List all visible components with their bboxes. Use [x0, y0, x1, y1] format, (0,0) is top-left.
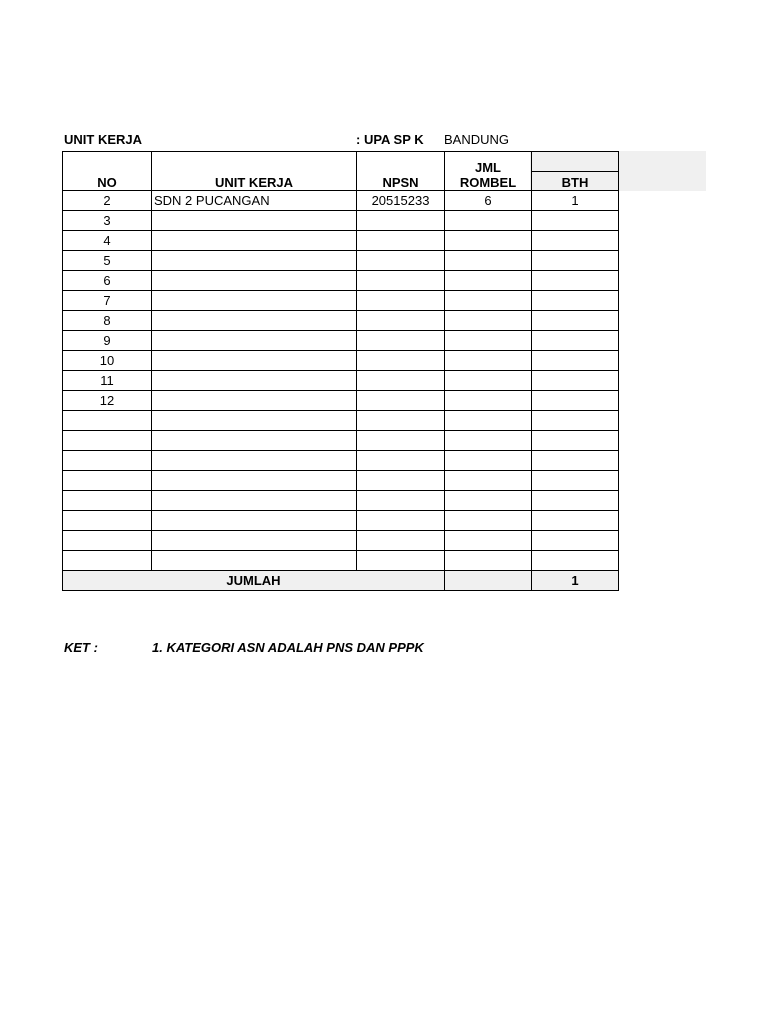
cell-jml-rombel [445, 511, 532, 531]
cell-npsn [357, 531, 445, 551]
cell-bth [532, 471, 619, 491]
data-table [62, 151, 619, 591]
cell-unit-kerja [152, 311, 357, 331]
cell-bth [532, 291, 619, 311]
document-header [64, 132, 624, 150]
cell-jml-rombel [445, 411, 532, 431]
table-row [63, 211, 619, 231]
cell-no: 12 [63, 391, 152, 411]
cell-npsn [357, 411, 445, 431]
cell-npsn [357, 471, 445, 491]
cell-jml-rombel [445, 291, 532, 311]
cell-no: 11 [63, 371, 152, 391]
cell-npsn [357, 351, 445, 371]
cell-no: 4 [63, 231, 152, 251]
cell-unit-kerja [152, 531, 357, 551]
cell-unit-kerja [152, 411, 357, 431]
col-header-jml-rombel [445, 152, 532, 191]
upa-label: : UPA SP K [356, 132, 424, 147]
cell-npsn [357, 391, 445, 411]
cell-unit-kerja [152, 431, 357, 451]
cell-unit-kerja [152, 451, 357, 471]
table-row [63, 191, 619, 211]
cell-no: 10 [63, 351, 152, 371]
cell-jml-rombel [445, 231, 532, 251]
col-header-bth: BTH [532, 172, 619, 191]
col-header-npsn: NPSN [357, 152, 445, 191]
cell-unit-kerja [152, 551, 357, 571]
cell-no: 9 [63, 331, 152, 351]
cell-bth [532, 491, 619, 511]
cell-npsn [357, 551, 445, 571]
cell-unit-kerja [152, 271, 357, 291]
cell-jml-rombel [445, 391, 532, 411]
table-row [63, 471, 619, 491]
cell-jml-rombel [445, 551, 532, 571]
total-row [63, 571, 619, 591]
cell-no [63, 411, 152, 431]
cell-unit-kerja [152, 351, 357, 371]
cell-npsn [357, 291, 445, 311]
cell-unit-kerja [152, 371, 357, 391]
cell-no [63, 491, 152, 511]
cell-jml-rombel [445, 351, 532, 371]
cell-bth [532, 351, 619, 371]
col-header-unit-kerja: UNIT KERJA [152, 152, 357, 191]
total-jml-rombel [445, 571, 532, 591]
cell-bth [532, 311, 619, 331]
cell-no: 5 [63, 251, 152, 271]
cell-bth: 1 [532, 191, 619, 211]
cell-npsn [357, 231, 445, 251]
cell-npsn [357, 331, 445, 351]
cell-bth [532, 531, 619, 551]
cell-unit-kerja [152, 391, 357, 411]
cell-no: 8 [63, 311, 152, 331]
cell-unit-kerja [152, 231, 357, 251]
cell-jml-rombel [445, 431, 532, 451]
table-row [63, 511, 619, 531]
cell-bth [532, 391, 619, 411]
cell-bth [532, 371, 619, 391]
unit-kerja-label: UNIT KERJA [64, 132, 143, 147]
cell-bth [532, 331, 619, 351]
col-header-group [532, 152, 619, 172]
cell-jml-rombel [445, 371, 532, 391]
cell-no: 6 [63, 271, 152, 291]
cell-unit-kerja [152, 471, 357, 491]
col-header-jml-rombel-line1: JML [475, 160, 501, 175]
table-row [63, 311, 619, 331]
table-row [63, 411, 619, 431]
cell-no [63, 511, 152, 531]
table-row [63, 451, 619, 471]
cell-no: 7 [63, 291, 152, 311]
table-row [63, 531, 619, 551]
table-row [63, 491, 619, 511]
table-row [63, 251, 619, 271]
cell-unit-kerja [152, 251, 357, 271]
table-row [63, 231, 619, 251]
cell-no [63, 551, 152, 571]
cell-no: 2 [63, 191, 152, 211]
cell-npsn [357, 511, 445, 531]
cell-jml-rombel [445, 211, 532, 231]
cell-jml-rombel [445, 311, 532, 331]
table-row [63, 291, 619, 311]
cell-unit-kerja [152, 511, 357, 531]
cell-npsn [357, 211, 445, 231]
cell-bth [532, 211, 619, 231]
cell-bth [532, 271, 619, 291]
col-header-jml-rombel-line2: ROMBEL [459, 175, 517, 190]
table-row [63, 551, 619, 571]
cell-bth [532, 451, 619, 471]
cell-bth [532, 511, 619, 531]
location-value: BANDUNG [444, 132, 510, 147]
cell-unit-kerja: SDN 2 PUCANGAN [152, 191, 357, 211]
cell-unit-kerja [152, 331, 357, 351]
table-row [63, 371, 619, 391]
cell-unit-kerja [152, 211, 357, 231]
cell-unit-kerja [152, 291, 357, 311]
cell-npsn [357, 491, 445, 511]
cell-bth [532, 551, 619, 571]
cell-npsn [357, 431, 445, 451]
table-row [63, 391, 619, 411]
cell-unit-kerja [152, 491, 357, 511]
table-row [63, 351, 619, 371]
cell-jml-rombel [445, 491, 532, 511]
cell-npsn [357, 311, 445, 331]
cell-no [63, 471, 152, 491]
cell-npsn [357, 271, 445, 291]
col-header-no: NO [63, 152, 152, 191]
cell-npsn: 20515233 [357, 191, 445, 211]
cell-bth [532, 231, 619, 251]
cell-bth [532, 431, 619, 451]
table-row [63, 331, 619, 351]
cell-no: 3 [63, 211, 152, 231]
cell-jml-rombel [445, 251, 532, 271]
cell-npsn [357, 451, 445, 471]
table-row [63, 271, 619, 291]
cell-jml-rombel [445, 531, 532, 551]
cell-no [63, 531, 152, 551]
table-row [63, 431, 619, 451]
table-body [63, 191, 619, 571]
cell-no [63, 451, 152, 471]
cell-npsn [357, 251, 445, 271]
cell-jml-rombel [445, 471, 532, 491]
cell-bth [532, 251, 619, 271]
note-text: 1. KATEGORI ASN ADALAH PNS DAN PPPK [152, 640, 424, 655]
total-bth: 1 [532, 571, 619, 591]
cell-jml-rombel [445, 451, 532, 471]
cell-jml-rombel [445, 271, 532, 291]
cell-jml-rombel: 6 [445, 191, 532, 211]
total-label: JUMLAH [63, 571, 445, 591]
cell-bth [532, 411, 619, 431]
note-label: KET : [64, 640, 98, 655]
cell-no [63, 431, 152, 451]
cell-jml-rombel [445, 331, 532, 351]
cell-npsn [357, 371, 445, 391]
